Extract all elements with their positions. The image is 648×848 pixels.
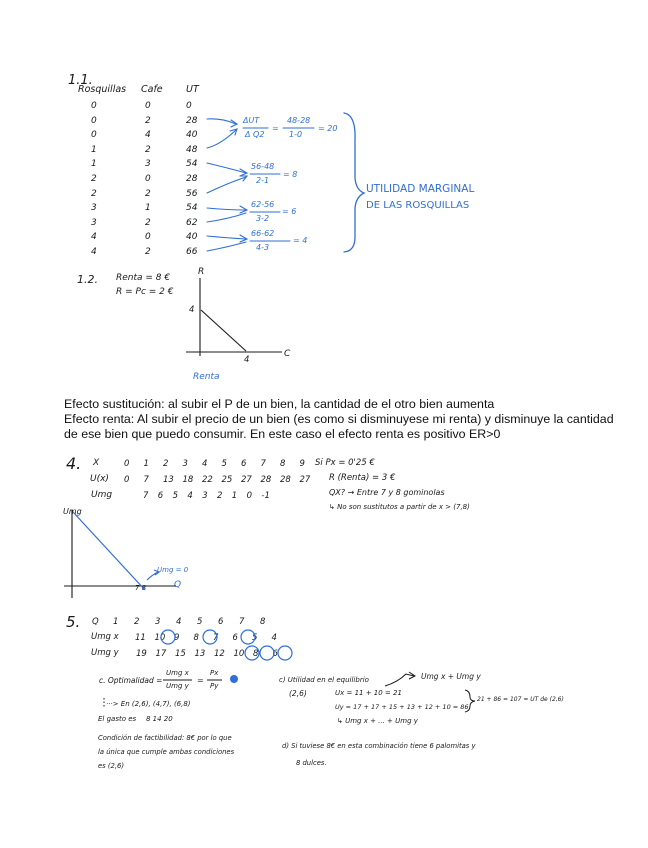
c-spend-label: El gasto es: [98, 715, 137, 723]
table-cell: 2: [145, 188, 151, 199]
row-value: 2: [134, 617, 140, 627]
table-cell: 3: [91, 217, 97, 228]
arrow-5: [207, 208, 246, 210]
row-value: 13: [163, 475, 174, 485]
e-line-2: 8 dulces.: [296, 759, 327, 767]
renta-line: Renta = 8 €: [116, 273, 171, 283]
row-value: 17: [155, 649, 167, 659]
row-value: 6: [232, 633, 238, 643]
row-value: 7: [213, 633, 219, 643]
selection-circles: [161, 630, 292, 660]
table-cell: 1: [91, 159, 97, 170]
fraction-4-num: 66-62: [251, 229, 275, 238]
table-cell: 2: [145, 115, 151, 126]
c-title: c. Optimalidad =: [99, 676, 163, 685]
umg-line: [73, 512, 145, 590]
efecto-sustitucion: Efecto sustitución: al subir el P de un bien, la cantidad de el otro bien aumenta: [64, 397, 495, 411]
row-value: 8: [260, 617, 266, 627]
table-cell: 40: [186, 130, 198, 141]
header-cafe: Cafe: [141, 84, 163, 95]
row-value: 8: [193, 633, 199, 643]
row-value: 4: [202, 459, 208, 469]
table-cell: 0: [91, 101, 97, 111]
table-cell: 1: [91, 144, 97, 155]
budget-tick-x: 4: [244, 355, 250, 365]
fraction-3-num: 62-56: [251, 200, 275, 209]
row-umgx-label: Umg x: [91, 632, 119, 642]
table-cell: 2: [91, 173, 97, 184]
table-cell: 4: [91, 246, 97, 257]
row-value: 7: [143, 491, 149, 501]
section-4-label: 4.: [66, 454, 82, 473]
marginal-brace: [344, 113, 364, 252]
row-value: 25: [221, 475, 233, 485]
table-cell: 28: [186, 115, 198, 126]
budget-axis-y-label: R: [198, 267, 205, 277]
row-value: 2: [217, 491, 223, 501]
row-value: 15: [175, 649, 186, 659]
table-cell: 2: [145, 144, 151, 155]
d-point: (2,6): [289, 689, 307, 698]
row-value: 0: [124, 459, 130, 469]
fraction-2-den: 2-1: [256, 176, 270, 185]
row-value: 6: [157, 491, 164, 501]
row-value: 28: [260, 475, 272, 485]
c-note-3: es (2,6): [98, 762, 124, 770]
c-frac-num: Umg x: [166, 669, 189, 677]
arrow-7: [207, 236, 246, 239]
row-value: 2: [163, 459, 169, 469]
c-spend-values: 8 14 20: [146, 715, 173, 723]
row-value: 9: [174, 633, 180, 643]
fraction-2-num: 56-48: [251, 162, 275, 171]
s4-graph-note: Umg = 0: [157, 566, 189, 574]
row-value: 4: [187, 491, 193, 501]
fraction-1-den: 1-0: [289, 130, 303, 139]
table-cell: 2: [145, 246, 151, 257]
row-value: 7: [260, 459, 266, 469]
marginal-lhs-num: ΔUT: [243, 116, 260, 125]
row-value: 4: [271, 633, 277, 643]
row-x-label: X: [93, 458, 100, 468]
row-value: 13: [194, 649, 206, 659]
row-value: 19: [136, 649, 147, 659]
row-umg-label: Umg: [91, 490, 113, 500]
brace-note-2: DE LAS ROSQUILLAS: [366, 200, 470, 211]
table-cell: 0: [186, 101, 192, 111]
fraction-2-result: = 8: [283, 170, 298, 179]
table-cell: 2: [145, 217, 151, 228]
row-value: 1: [143, 459, 149, 469]
table-cell: 3: [145, 159, 151, 170]
c-frac2-num: Px: [210, 669, 219, 677]
row-value: 3: [155, 617, 161, 627]
table-cell: 0: [145, 101, 151, 111]
row-value: 5: [252, 633, 258, 643]
c-note-1: Condición de factibilidad: 8€ por lo que: [98, 734, 232, 742]
efecto-renta-1: Efecto renta: Al subir el precio de un bien (es como si disminuyese mi renta) y disminuye la cantidad: [64, 412, 614, 426]
section-1-1-label: 1.1.: [68, 73, 93, 88]
c-frac-den: Umg y: [166, 682, 189, 690]
row-value: 5: [172, 491, 179, 501]
budget-axis-x-label: C: [284, 349, 291, 359]
table-cell: 56: [186, 188, 198, 199]
s4-note-3: QX? → Entre 7 y 8 gominolas: [329, 488, 445, 497]
row-value: 27: [241, 475, 252, 485]
table-cell: 0: [91, 130, 97, 141]
umg-graph: [63, 507, 176, 598]
s4-note-2: R (Renta) = 3 €: [329, 473, 396, 483]
table-cell: 62: [186, 217, 198, 228]
row-value: 5: [197, 617, 203, 627]
blue-dot: [230, 675, 238, 683]
arrow-8: [207, 242, 246, 251]
arrow-6: [207, 213, 246, 222]
fraction-3-den: 3-2: [256, 214, 270, 223]
c-note-2: la única que cumple ambas condiciones: [98, 748, 235, 756]
budget-tick-y: 4: [189, 305, 195, 315]
row-value: 10: [154, 633, 166, 643]
table-cell: 0: [145, 173, 151, 184]
table-cell: 4: [91, 232, 97, 243]
row-value: 5: [221, 459, 227, 469]
table-cell: 54: [186, 159, 198, 170]
d-ux: Ux = 11 + 10 = 21: [335, 689, 402, 697]
table-cell: 0: [91, 115, 97, 126]
row-value: 0: [246, 491, 253, 501]
row-value: 6: [272, 649, 278, 659]
fraction-1-result: = 20: [318, 124, 338, 133]
s4-graph-ticks: 7 8: [135, 584, 147, 592]
row-value: 1: [113, 617, 119, 627]
table-cell: 0: [145, 232, 151, 243]
row-value: 0: [124, 475, 130, 485]
row-value: 27: [299, 475, 311, 485]
table-cell: 54: [186, 203, 198, 214]
fraction-4-den: 4-3: [256, 243, 270, 252]
brace-note-1: UTILIDAD MARGINAL: [366, 183, 475, 195]
d-sum: ↳ Umg x + ... + Umg y: [337, 717, 418, 725]
row-value: 6: [218, 617, 224, 627]
table-cell: 1: [145, 203, 151, 214]
s4-note-1: Si Px = 0'25 €: [315, 458, 375, 468]
table-cell: 66: [186, 246, 198, 257]
s4-graph-y-label: Umg: [63, 507, 82, 516]
row-value: Q: [92, 617, 99, 627]
budget-caption: Renta: [193, 372, 220, 382]
table-cell: 2: [91, 188, 97, 199]
row-u-label: U(x): [90, 474, 109, 484]
row-value: 1: [231, 491, 238, 501]
s4-note-4: ↳ No son sustitutos a partir de x > (7,8): [329, 503, 470, 511]
fraction-4-result: = 4: [293, 236, 308, 245]
row-value: 11: [135, 633, 146, 643]
table-cell: 4: [145, 130, 151, 141]
c-candidates: ···> En (2,6), (4,7), (6,8): [106, 700, 191, 708]
header-ut: UT: [186, 84, 199, 95]
row-value: 3: [202, 491, 208, 501]
row-value: -1: [261, 491, 270, 501]
efecto-renta-2: de ese bien que puedo consumir. En este caso el efecto renta es positivo ER>0: [64, 427, 501, 441]
arrow-4: [207, 177, 246, 193]
d-title: c) Utilidad en el equilibrio: [279, 676, 369, 684]
row-value: 4: [176, 617, 182, 627]
row-value: 22: [202, 475, 213, 485]
header-rosquillas: Rosquillas: [78, 84, 127, 95]
row-value: 8: [253, 649, 259, 659]
arrow-1: [207, 119, 236, 124]
d-formula: Umg x + Umg y: [421, 672, 481, 681]
row-value: 6: [241, 459, 247, 469]
budget-graph: [186, 278, 282, 356]
fraction-3-result: = 6: [282, 207, 297, 216]
table-cell: 40: [186, 232, 198, 243]
table-cell: 28: [186, 173, 198, 184]
arrow-2: [207, 130, 236, 148]
d-total: 21 + 86 = 107 = UT de (2,6): [477, 696, 564, 703]
row-value: 12: [214, 649, 225, 659]
table-cell: 48: [186, 144, 198, 155]
section-1-2-label: 1.2.: [77, 273, 98, 286]
svg-text:=: =: [272, 124, 279, 133]
arrow-3: [207, 163, 246, 173]
section-5-label: 5.: [66, 613, 81, 631]
row-value: 18: [182, 475, 194, 485]
marginal-lhs-den: Δ Q2: [245, 130, 265, 139]
svg-text:=: =: [197, 676, 204, 685]
row-value: 9: [299, 459, 305, 469]
row-umgy-label: Umg y: [91, 648, 119, 658]
d-uy: Uy = 17 + 17 + 15 + 13 + 12 + 10 = 86: [335, 703, 469, 711]
c-frac2-den: Py: [210, 682, 219, 690]
row-value: 28: [280, 475, 291, 485]
fraction-1-num: 48-28: [287, 116, 311, 125]
row-value: 7: [239, 617, 245, 627]
e-line-1: d) Si tuviese 8€ en esta combinación tiene 6 palomitas y: [282, 742, 476, 750]
table-cell: 3: [91, 203, 97, 214]
price-line: R = Pc = 2 €: [116, 287, 174, 297]
row-value: 3: [182, 459, 188, 469]
row-value: 10: [233, 649, 245, 659]
row-value: 8: [280, 459, 286, 469]
s4-graph-x-label: Q: [174, 580, 182, 590]
row-value: 7: [143, 475, 149, 485]
